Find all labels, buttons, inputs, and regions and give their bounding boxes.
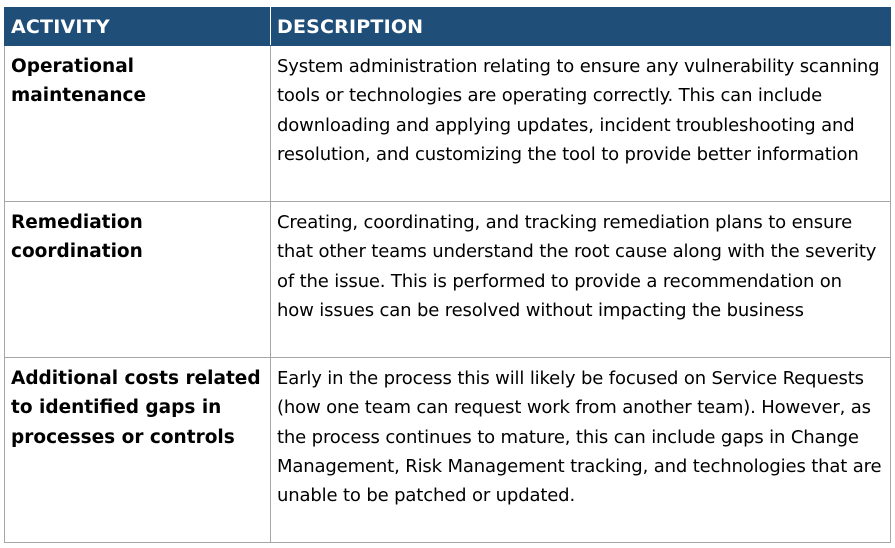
table-header — [5, 8, 891, 46]
description-cell: System administration relating to ensure any vulnerability scanning tools or technologies are operating correctly. This can include downloading and applying updates, incident troubleshooting and resolution, and customizing the tool to provide better information — [271, 46, 891, 202]
table-row — [5, 46, 891, 202]
activity-cell: Additional costs related to identified gaps in processes or controls — [5, 358, 271, 543]
header-row — [5, 8, 891, 46]
description-cell: Early in the process this will likely be focused on Service Requests (how one team can request work from another team). However, as the process continues to mature, this can include gaps in Change Management, Risk Management tracking, and technologies that are unable to be patched or updated. — [271, 358, 891, 543]
activity-cell: Operational maintenance — [5, 46, 271, 202]
table-row — [5, 202, 891, 358]
table-body — [5, 46, 891, 543]
activity-description-table — [4, 7, 891, 543]
description-column-header: DESCRIPTION — [271, 8, 891, 46]
activity-column-header: ACTIVITY — [5, 8, 271, 46]
activity-cell: Remediation coordination — [5, 202, 271, 358]
description-cell: Creating, coordinating, and tracking remediation plans to ensure that other teams understand the root cause along with the severity of the issue. This is performed to provide a recommendation on how issues can be resolved without impacting the business — [271, 202, 891, 358]
table-row — [5, 358, 891, 543]
